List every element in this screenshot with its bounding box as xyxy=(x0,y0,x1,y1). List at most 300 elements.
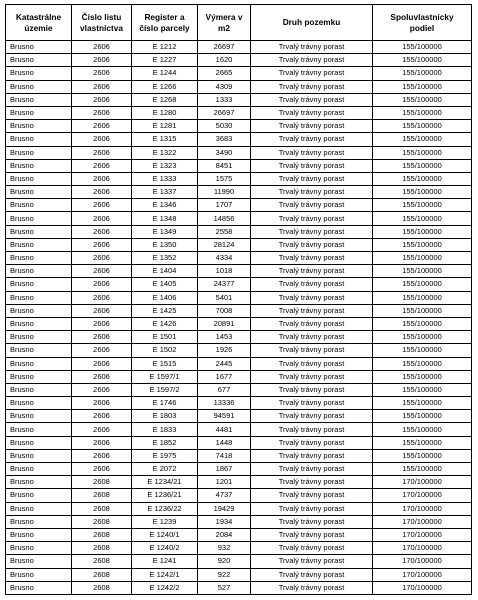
table-row xyxy=(6,186,472,199)
cell-druh: Trvalý trávny porast xyxy=(251,410,373,423)
cell-podiel: 170/100000 xyxy=(373,542,472,555)
cell-podiel: 155/100000 xyxy=(373,120,472,133)
table-row xyxy=(6,93,472,106)
cell-vymera: 677 xyxy=(198,383,251,396)
cell-podiel: 155/100000 xyxy=(373,344,472,357)
cell-podiel: 170/100000 xyxy=(373,581,472,594)
table-header xyxy=(6,5,472,41)
cell-area: Brusno xyxy=(6,146,72,159)
cell-area: Brusno xyxy=(6,357,72,370)
column-header-line: podiel xyxy=(409,22,435,33)
cell-area: Brusno xyxy=(6,449,72,462)
cell-vymera: 24377 xyxy=(198,278,251,291)
table-row xyxy=(6,304,472,317)
table-row xyxy=(6,489,472,502)
cell-lv: 2608 xyxy=(72,581,132,594)
cell-vymera: 4334 xyxy=(198,252,251,265)
cell-druh: Trvalý trávny porast xyxy=(251,41,373,54)
cell-area: Brusno xyxy=(6,476,72,489)
cell-druh: Trvalý trávny porast xyxy=(251,357,373,370)
cell-druh: Trvalý trávny porast xyxy=(251,370,373,383)
column-header-line: územie xyxy=(24,22,53,33)
cell-podiel: 170/100000 xyxy=(373,515,472,528)
cell-druh: Trvalý trávny porast xyxy=(251,317,373,330)
cell-druh: Trvalý trávny porast xyxy=(251,106,373,119)
cell-register: E 1349 xyxy=(132,225,198,238)
column-header-druh xyxy=(251,5,373,41)
cell-area: Brusno xyxy=(6,199,72,212)
table-row xyxy=(6,476,472,489)
cell-area: Brusno xyxy=(6,555,72,568)
cell-vymera: 13336 xyxy=(198,397,251,410)
cell-lv: 2608 xyxy=(72,528,132,541)
cell-area: Brusno xyxy=(6,41,72,54)
cell-register: E 1404 xyxy=(132,265,198,278)
column-header-line: Výmera v xyxy=(205,11,243,22)
cell-area: Brusno xyxy=(6,265,72,278)
document-page xyxy=(5,4,472,595)
cell-lv: 2606 xyxy=(72,80,132,93)
cell-podiel: 155/100000 xyxy=(373,357,472,370)
cell-vymera: 1677 xyxy=(198,370,251,383)
cell-area: Brusno xyxy=(6,172,72,185)
table-row xyxy=(6,357,472,370)
table-row xyxy=(6,225,472,238)
cell-podiel: 155/100000 xyxy=(373,238,472,251)
column-header-lv xyxy=(72,5,132,41)
table-row xyxy=(6,370,472,383)
cell-druh: Trvalý trávny porast xyxy=(251,344,373,357)
cell-register: E 1280 xyxy=(132,106,198,119)
cell-register: E 1515 xyxy=(132,357,198,370)
cell-vymera: 1333 xyxy=(198,93,251,106)
cell-lv: 2606 xyxy=(72,397,132,410)
cell-register: E 1239 xyxy=(132,515,198,528)
cell-area: Brusno xyxy=(6,133,72,146)
cell-lv: 2606 xyxy=(72,291,132,304)
table-row xyxy=(6,291,472,304)
cell-vymera: 14856 xyxy=(198,212,251,225)
cell-vymera: 8451 xyxy=(198,159,251,172)
cell-register: E 1266 xyxy=(132,80,198,93)
cell-podiel: 155/100000 xyxy=(373,93,472,106)
cell-lv: 2606 xyxy=(72,265,132,278)
column-header-reg xyxy=(132,5,198,41)
cell-lv: 2606 xyxy=(72,278,132,291)
cell-podiel: 155/100000 xyxy=(373,225,472,238)
cell-vymera: 7418 xyxy=(198,449,251,462)
table-row xyxy=(6,397,472,410)
cell-register: E 1227 xyxy=(132,54,198,67)
cell-druh: Trvalý trávny porast xyxy=(251,423,373,436)
header-row xyxy=(6,5,472,41)
cell-register: E 1597/1 xyxy=(132,370,198,383)
cell-lv: 2606 xyxy=(72,159,132,172)
cell-lv: 2606 xyxy=(72,120,132,133)
cell-druh: Trvalý trávny porast xyxy=(251,331,373,344)
cell-area: Brusno xyxy=(6,278,72,291)
table-row xyxy=(6,383,472,396)
cell-vymera: 7008 xyxy=(198,304,251,317)
cell-area: Brusno xyxy=(6,542,72,555)
cell-druh: Trvalý trávny porast xyxy=(251,568,373,581)
cell-druh: Trvalý trávny porast xyxy=(251,463,373,476)
cell-podiel: 155/100000 xyxy=(373,146,472,159)
cell-podiel: 155/100000 xyxy=(373,80,472,93)
cell-druh: Trvalý trávny porast xyxy=(251,397,373,410)
table-row xyxy=(6,238,472,251)
table-row xyxy=(6,502,472,515)
cell-lv: 2606 xyxy=(72,357,132,370)
column-header-line: Číslo listu xyxy=(81,11,122,22)
parcel-table xyxy=(5,4,472,595)
table-row xyxy=(6,252,472,265)
cell-area: Brusno xyxy=(6,397,72,410)
cell-podiel: 155/100000 xyxy=(373,317,472,330)
cell-podiel: 170/100000 xyxy=(373,568,472,581)
table-row xyxy=(6,41,472,54)
table-row xyxy=(6,106,472,119)
cell-vymera: 5030 xyxy=(198,120,251,133)
cell-druh: Trvalý trávny porast xyxy=(251,555,373,568)
cell-druh: Trvalý trávny porast xyxy=(251,67,373,80)
table-row xyxy=(6,67,472,80)
cell-register: E 1212 xyxy=(132,41,198,54)
cell-area: Brusno xyxy=(6,502,72,515)
cell-druh: Trvalý trávny porast xyxy=(251,212,373,225)
cell-vymera: 1575 xyxy=(198,172,251,185)
cell-lv: 2606 xyxy=(72,370,132,383)
cell-podiel: 170/100000 xyxy=(373,502,472,515)
cell-podiel: 155/100000 xyxy=(373,199,472,212)
cell-podiel: 155/100000 xyxy=(373,304,472,317)
cell-register: E 1242/2 xyxy=(132,581,198,594)
column-header-vym xyxy=(198,5,251,41)
cell-lv: 2608 xyxy=(72,568,132,581)
cell-druh: Trvalý trávny porast xyxy=(251,581,373,594)
cell-vymera: 3683 xyxy=(198,133,251,146)
cell-druh: Trvalý trávny porast xyxy=(251,304,373,317)
cell-podiel: 155/100000 xyxy=(373,265,472,278)
cell-vymera: 4737 xyxy=(198,489,251,502)
cell-podiel: 155/100000 xyxy=(373,278,472,291)
cell-vymera: 26697 xyxy=(198,41,251,54)
column-header-line: Spoluvlastnícky xyxy=(390,11,454,22)
cell-vymera: 2445 xyxy=(198,357,251,370)
table-row xyxy=(6,436,472,449)
cell-lv: 2606 xyxy=(72,106,132,119)
cell-register: E 1803 xyxy=(132,410,198,423)
cell-area: Brusno xyxy=(6,120,72,133)
table-row xyxy=(6,199,472,212)
cell-vymera: 527 xyxy=(198,581,251,594)
cell-druh: Trvalý trávny porast xyxy=(251,291,373,304)
cell-area: Brusno xyxy=(6,331,72,344)
table-body xyxy=(6,41,472,595)
table-row xyxy=(6,172,472,185)
cell-podiel: 155/100000 xyxy=(373,397,472,410)
cell-vymera: 19429 xyxy=(198,502,251,515)
column-header-line: číslo parcely xyxy=(139,22,190,33)
cell-area: Brusno xyxy=(6,106,72,119)
cell-register: E 1241 xyxy=(132,555,198,568)
cell-vymera: 1018 xyxy=(198,265,251,278)
cell-druh: Trvalý trávny porast xyxy=(251,278,373,291)
cell-podiel: 170/100000 xyxy=(373,489,472,502)
cell-druh: Trvalý trávny porast xyxy=(251,225,373,238)
cell-lv: 2606 xyxy=(72,463,132,476)
table-row xyxy=(6,410,472,423)
cell-register: E 2072 xyxy=(132,463,198,476)
cell-register: E 1502 xyxy=(132,344,198,357)
cell-podiel: 155/100000 xyxy=(373,252,472,265)
cell-druh: Trvalý trávny porast xyxy=(251,489,373,502)
column-header-line: vlastníctva xyxy=(80,22,123,33)
cell-lv: 2606 xyxy=(72,449,132,462)
cell-druh: Trvalý trávny porast xyxy=(251,54,373,67)
cell-register: E 1240/2 xyxy=(132,542,198,555)
table-row xyxy=(6,555,472,568)
cell-area: Brusno xyxy=(6,370,72,383)
cell-vymera: 1707 xyxy=(198,199,251,212)
cell-podiel: 155/100000 xyxy=(373,54,472,67)
cell-druh: Trvalý trávny porast xyxy=(251,93,373,106)
cell-vymera: 2665 xyxy=(198,67,251,80)
cell-area: Brusno xyxy=(6,54,72,67)
cell-vymera: 920 xyxy=(198,555,251,568)
cell-register: E 1350 xyxy=(132,238,198,251)
cell-podiel: 155/100000 xyxy=(373,291,472,304)
table-row xyxy=(6,542,472,555)
cell-vymera: 3490 xyxy=(198,146,251,159)
cell-area: Brusno xyxy=(6,515,72,528)
cell-vymera: 94591 xyxy=(198,410,251,423)
cell-lv: 2606 xyxy=(72,383,132,396)
cell-druh: Trvalý trávny porast xyxy=(251,528,373,541)
cell-lv: 2608 xyxy=(72,555,132,568)
table-row xyxy=(6,133,472,146)
cell-podiel: 155/100000 xyxy=(373,41,472,54)
cell-podiel: 170/100000 xyxy=(373,528,472,541)
cell-lv: 2606 xyxy=(72,186,132,199)
cell-lv: 2606 xyxy=(72,67,132,80)
cell-register: E 1333 xyxy=(132,172,198,185)
cell-register: E 1236/21 xyxy=(132,489,198,502)
cell-podiel: 155/100000 xyxy=(373,436,472,449)
cell-druh: Trvalý trávny porast xyxy=(251,265,373,278)
cell-lv: 2606 xyxy=(72,423,132,436)
table-row xyxy=(6,449,472,462)
cell-podiel: 155/100000 xyxy=(373,172,472,185)
cell-area: Brusno xyxy=(6,489,72,502)
cell-druh: Trvalý trávny porast xyxy=(251,146,373,159)
cell-area: Brusno xyxy=(6,80,72,93)
cell-vymera: 11990 xyxy=(198,186,251,199)
cell-podiel: 170/100000 xyxy=(373,555,472,568)
cell-register: E 1281 xyxy=(132,120,198,133)
cell-area: Brusno xyxy=(6,317,72,330)
cell-area: Brusno xyxy=(6,423,72,436)
cell-podiel: 155/100000 xyxy=(373,383,472,396)
cell-podiel: 155/100000 xyxy=(373,410,472,423)
cell-druh: Trvalý trávny porast xyxy=(251,436,373,449)
cell-area: Brusno xyxy=(6,304,72,317)
cell-area: Brusno xyxy=(6,212,72,225)
cell-podiel: 155/100000 xyxy=(373,106,472,119)
column-header-line: m2 xyxy=(218,22,230,33)
cell-lv: 2606 xyxy=(72,146,132,159)
cell-register: E 1425 xyxy=(132,304,198,317)
cell-vymera: 1867 xyxy=(198,463,251,476)
cell-lv: 2606 xyxy=(72,172,132,185)
cell-register: E 1348 xyxy=(132,212,198,225)
cell-register: E 1406 xyxy=(132,291,198,304)
cell-podiel: 155/100000 xyxy=(373,463,472,476)
cell-register: E 1346 xyxy=(132,199,198,212)
cell-register: E 1268 xyxy=(132,93,198,106)
cell-register: E 1322 xyxy=(132,146,198,159)
cell-podiel: 155/100000 xyxy=(373,423,472,436)
cell-vymera: 2558 xyxy=(198,225,251,238)
cell-druh: Trvalý trávny porast xyxy=(251,238,373,251)
cell-druh: Trvalý trávny porast xyxy=(251,133,373,146)
cell-register: E 1405 xyxy=(132,278,198,291)
cell-area: Brusno xyxy=(6,93,72,106)
cell-area: Brusno xyxy=(6,225,72,238)
cell-vymera: 20891 xyxy=(198,317,251,330)
cell-druh: Trvalý trávny porast xyxy=(251,502,373,515)
cell-area: Brusno xyxy=(6,159,72,172)
cell-lv: 2606 xyxy=(72,252,132,265)
cell-vymera: 932 xyxy=(198,542,251,555)
cell-vymera: 1453 xyxy=(198,331,251,344)
cell-lv: 2608 xyxy=(72,515,132,528)
cell-vymera: 1926 xyxy=(198,344,251,357)
cell-podiel: 155/100000 xyxy=(373,67,472,80)
cell-druh: Trvalý trávny porast xyxy=(251,252,373,265)
cell-area: Brusno xyxy=(6,344,72,357)
cell-area: Brusno xyxy=(6,568,72,581)
cell-lv: 2606 xyxy=(72,238,132,251)
cell-lv: 2606 xyxy=(72,199,132,212)
cell-register: E 1352 xyxy=(132,252,198,265)
cell-lv: 2606 xyxy=(72,344,132,357)
table-row xyxy=(6,528,472,541)
cell-register: E 1242/1 xyxy=(132,568,198,581)
cell-druh: Trvalý trávny porast xyxy=(251,383,373,396)
cell-lv: 2608 xyxy=(72,489,132,502)
table-row xyxy=(6,54,472,67)
column-header-line: Katastrálne xyxy=(15,11,62,22)
column-header-line: Register a xyxy=(144,11,185,22)
table-row xyxy=(6,515,472,528)
table-row xyxy=(6,581,472,594)
table-row xyxy=(6,212,472,225)
cell-druh: Trvalý trávny porast xyxy=(251,80,373,93)
cell-vymera: 4481 xyxy=(198,423,251,436)
cell-podiel: 155/100000 xyxy=(373,449,472,462)
cell-lv: 2606 xyxy=(72,54,132,67)
cell-podiel: 155/100000 xyxy=(373,159,472,172)
cell-vymera: 1448 xyxy=(198,436,251,449)
cell-register: E 1236/22 xyxy=(132,502,198,515)
cell-register: E 1597/2 xyxy=(132,383,198,396)
cell-druh: Trvalý trávny porast xyxy=(251,199,373,212)
table-row xyxy=(6,159,472,172)
table-row xyxy=(6,265,472,278)
cell-area: Brusno xyxy=(6,291,72,304)
table-row xyxy=(6,80,472,93)
cell-vymera: 922 xyxy=(198,568,251,581)
cell-lv: 2606 xyxy=(72,225,132,238)
cell-vymera: 1934 xyxy=(198,515,251,528)
cell-area: Brusno xyxy=(6,67,72,80)
cell-druh: Trvalý trávny porast xyxy=(251,159,373,172)
cell-area: Brusno xyxy=(6,528,72,541)
cell-podiel: 170/100000 xyxy=(373,476,472,489)
cell-druh: Trvalý trávny porast xyxy=(251,542,373,555)
cell-register: E 1234/21 xyxy=(132,476,198,489)
table-row xyxy=(6,463,472,476)
cell-area: Brusno xyxy=(6,238,72,251)
table-row xyxy=(6,568,472,581)
table-row xyxy=(6,146,472,159)
cell-vymera: 28124 xyxy=(198,238,251,251)
cell-druh: Trvalý trávny porast xyxy=(251,186,373,199)
cell-vymera: 1620 xyxy=(198,54,251,67)
cell-area: Brusno xyxy=(6,463,72,476)
cell-area: Brusno xyxy=(6,186,72,199)
cell-lv: 2606 xyxy=(72,317,132,330)
cell-area: Brusno xyxy=(6,581,72,594)
cell-lv: 2608 xyxy=(72,502,132,515)
table-row xyxy=(6,120,472,133)
column-header-area xyxy=(6,5,72,41)
cell-area: Brusno xyxy=(6,410,72,423)
cell-lv: 2606 xyxy=(72,93,132,106)
cell-druh: Trvalý trávny porast xyxy=(251,515,373,528)
table-row xyxy=(6,317,472,330)
cell-register: E 1426 xyxy=(132,317,198,330)
cell-register: E 1975 xyxy=(132,449,198,462)
cell-druh: Trvalý trávny porast xyxy=(251,449,373,462)
cell-druh: Trvalý trávny porast xyxy=(251,120,373,133)
cell-vymera: 2084 xyxy=(198,528,251,541)
cell-register: E 1240/1 xyxy=(132,528,198,541)
cell-area: Brusno xyxy=(6,383,72,396)
cell-druh: Trvalý trávny porast xyxy=(251,476,373,489)
cell-register: E 1833 xyxy=(132,423,198,436)
cell-lv: 2608 xyxy=(72,476,132,489)
cell-lv: 2606 xyxy=(72,410,132,423)
table-row xyxy=(6,344,472,357)
cell-podiel: 155/100000 xyxy=(373,133,472,146)
column-header-podiel xyxy=(373,5,472,41)
cell-register: E 1746 xyxy=(132,397,198,410)
cell-vymera: 4309 xyxy=(198,80,251,93)
cell-podiel: 155/100000 xyxy=(373,186,472,199)
cell-vymera: 26697 xyxy=(198,106,251,119)
cell-area: Brusno xyxy=(6,252,72,265)
cell-druh: Trvalý trávny porast xyxy=(251,172,373,185)
cell-register: E 1852 xyxy=(132,436,198,449)
cell-register: E 1501 xyxy=(132,331,198,344)
cell-lv: 2606 xyxy=(72,304,132,317)
cell-lv: 2606 xyxy=(72,41,132,54)
cell-vymera: 5401 xyxy=(198,291,251,304)
cell-podiel: 155/100000 xyxy=(373,370,472,383)
cell-register: E 1337 xyxy=(132,186,198,199)
